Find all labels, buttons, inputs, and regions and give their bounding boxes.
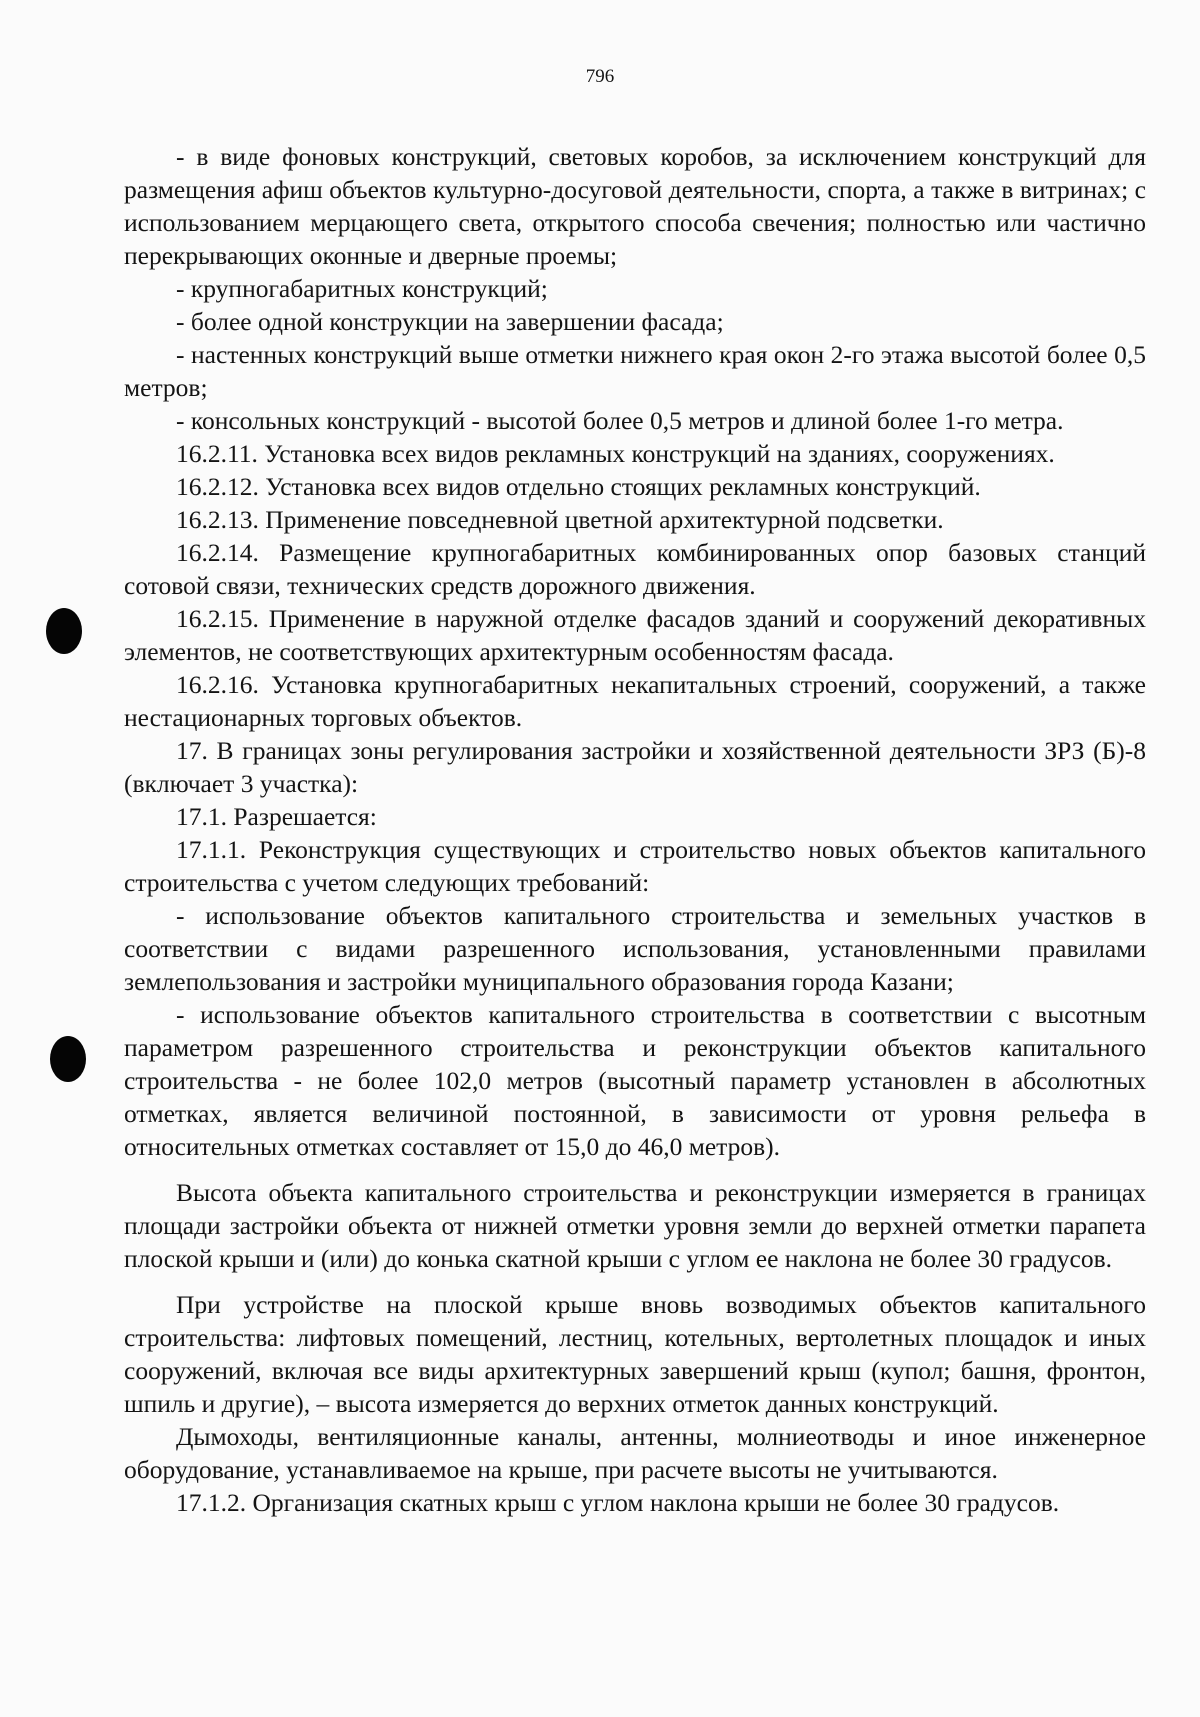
paragraph: - в виде фоновых конструкций, световых коробов, за исключением конструкций для размещения афиш объектов культурно-досуговой деятельности, спорта, а также в витринах; с использованием мерцающего света, открытого способа свечения; полностью или частично перекрывающих оконные и дверные проемы; [124,142,1146,270]
paragraph: Дымоходы, вентиляционные каналы, антенны, молниеотводы и иное инженерное оборудование, устанавливаемое на крыше, при расчете высоты не учитываются. [124,1422,1146,1484]
paragraph: 16.2.12. Установка всех видов отдельно стоящих рекламных конструкций. [176,472,981,501]
paragraph: - использование объектов капитального строительства и земельных участков в соответствии с видами разрешенного использования, установленными правилами землепользования и застройки муниципального образования города Казани; [124,901,1146,996]
page-number: 796 [585,66,615,87]
punch-hole [46,608,82,654]
paragraph: 16.2.16. Установка крупногабаритных некапитальных строений, сооружений, а также нестационарных торговых объектов. [124,670,1146,732]
paragraph: - использование объектов капитального строительства в соответствии с высотным параметром разрешенного строительства и реконструкции объектов капитального строительства - не более 102,0 метров (высотный параметр установлен в абсолютных отметках, является величиной постоянной, в зависимости от уровня рельефа в относительных отметках составляет от 15,0 до 46,0 метров). [124,1000,1146,1161]
document-body [124,140,1146,1519]
paragraph: 16.2.13. Применение повседневной цветной архитектурной подсветки. [176,505,944,534]
paragraph: 17.1.2. Организация скатных крыш с углом наклона крыши не более 30 градусов. [176,1488,1060,1517]
paragraph: - консольных конструкций - высотой более 0,5 метров и длиной более 1-го метра. [176,406,1064,435]
paragraph: - крупногабаритных конструкций; [176,274,548,303]
paragraph: 16.2.14. Размещение крупногабаритных комбинированных опор базовых станций сотовой связи, технических средств дорожного движения. [124,538,1146,600]
paragraph: - более одной конструкции на завершении фасада; [176,307,724,336]
paragraph: 17.1.1. Реконструкция существующих и строительство новых объектов капитального строительства с учетом следующих требований: [124,835,1146,897]
paragraph: Высота объекта капитального строительства и реконструкции измеряется в границах площади застройки объекта от нижней отметки уровня земли до верхней отметки парапета плоской крыши и (или) до конька скатной крыши с углом ее наклона не более 30 градусов. [124,1178,1146,1273]
punch-hole [50,1036,86,1082]
paragraph: 17. В границах зоны регулирования застройки и хозяйственной деятельности ЗРЗ (Б)-8 (включает 3 участка): [124,736,1146,798]
paragraph: 17.1. Разрешается: [176,802,377,831]
paragraph: При устройстве на плоской крыше вновь возводимых объектов капитального строительства: лифтовых помещений, лестниц, котельных, вертолетных площадок и иных сооружений, включая все виды архитектурных завершений крыш (купол; башня, фронтон, шпиль и другие), – высота измеряется до верхних отметок данных конструкций. [124,1290,1146,1418]
paragraph: - настенных конструкций выше отметки нижнего края окон 2-го этажа высотой более 0,5 метров; [124,340,1146,402]
paragraph: 16.2.11. Установка всех видов рекламных конструкций на зданиях, сооружениях. [176,439,1055,468]
paragraph: 16.2.15. Применение в наружной отделке фасадов зданий и сооружений декоративных элементов, не соответствующих архитектурным особенностям фасада. [124,604,1146,666]
